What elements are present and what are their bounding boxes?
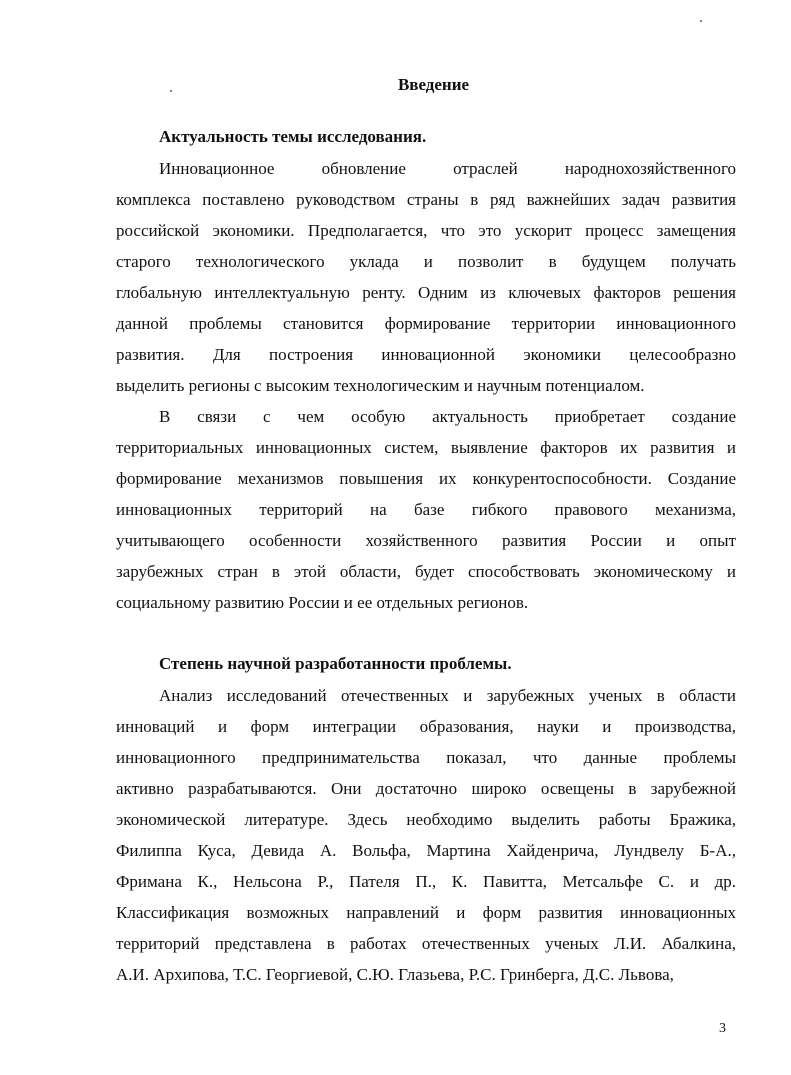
paragraph-line: территорий представлена в работах отечественных ученых Л.И. Абалкина, bbox=[116, 934, 736, 953]
paragraph-line: Филиппа Куса, Девида А. Вольфа, Мартина Хайденрича, Лундвелу Б-А., bbox=[116, 841, 736, 860]
paragraph-line: старого технологического уклада и позволит в будущем получать bbox=[116, 252, 736, 271]
paragraph-line: Фримана К., Нельсона Р., Пателя П., К. Павитта, Метсальфе С. и др. bbox=[116, 872, 736, 891]
paragraph-line: выделить регионы с высоким технологическим и научным потенциалом. bbox=[116, 376, 645, 395]
paragraph-line: российской экономики. Предполагается, что это ускорит процесс замещения bbox=[116, 221, 736, 240]
paragraph-line: учитывающего особенности хозяйственного развития России и опыт bbox=[116, 531, 736, 550]
paragraph-line: А.И. Архипова, Т.С. Георгиевой, С.Ю. Глазьева, Р.С. Гринберга, Д.С. Львова, bbox=[116, 965, 674, 984]
paragraph-line: инновационных территорий на базе гибкого правового механизма, bbox=[116, 500, 736, 519]
paragraph-line: Классификация возможных направлений и форм развития инновационных bbox=[116, 903, 736, 922]
paragraph-line: социальному развитию России и ее отдельных регионов. bbox=[116, 593, 529, 612]
paragraph-line: формирование механизмов повышения их конкурентоспособности. Создание bbox=[116, 469, 736, 488]
paragraph-line: комплекса поставлено руководством страны в ряд важнейших задач развития bbox=[116, 190, 736, 209]
paragraph-line: территориальных инновационных систем, выявление факторов их развития и bbox=[116, 438, 736, 457]
scan-speck bbox=[700, 20, 702, 22]
paragraph-line: активно разрабатываются. Они достаточно широко освещены в зарубежной bbox=[116, 779, 736, 798]
paragraph-line: В связи с чем особую актуальность приобретает создание bbox=[159, 407, 736, 426]
section-heading-research-degree: Степень научной разработанности проблемы. bbox=[159, 654, 512, 673]
paragraph-line: глобальную интеллектуальную ренту. Одним из ключевых факторов решения bbox=[116, 283, 736, 302]
paragraph-line: развития. Для построения инновационной экономики целесообразно bbox=[116, 345, 736, 364]
page-title: Введение bbox=[397, 75, 470, 94]
paragraph-line: инновационного предпринимательства показал, что данные проблемы bbox=[116, 748, 736, 767]
paragraph-line: Анализ исследований отечественных и зарубежных ученых в области bbox=[159, 686, 736, 705]
paragraph-line: Инновационное обновление отраслей народнохозяйственного bbox=[159, 159, 736, 178]
section-heading-relevance: Актуальность темы исследования. bbox=[159, 127, 427, 146]
paragraph-line: данной проблемы становится формирование территории инновационного bbox=[116, 314, 736, 333]
paragraph-line: инноваций и форм интеграции образования, науки и производства, bbox=[116, 717, 736, 736]
page-number: 3 bbox=[719, 1021, 726, 1036]
paragraph-line: зарубежных стран в этой области, будет способствовать экономическому и bbox=[116, 562, 736, 581]
paragraph-line: экономической литературе. Здесь необходимо выделить работы Бражика, bbox=[116, 810, 736, 829]
